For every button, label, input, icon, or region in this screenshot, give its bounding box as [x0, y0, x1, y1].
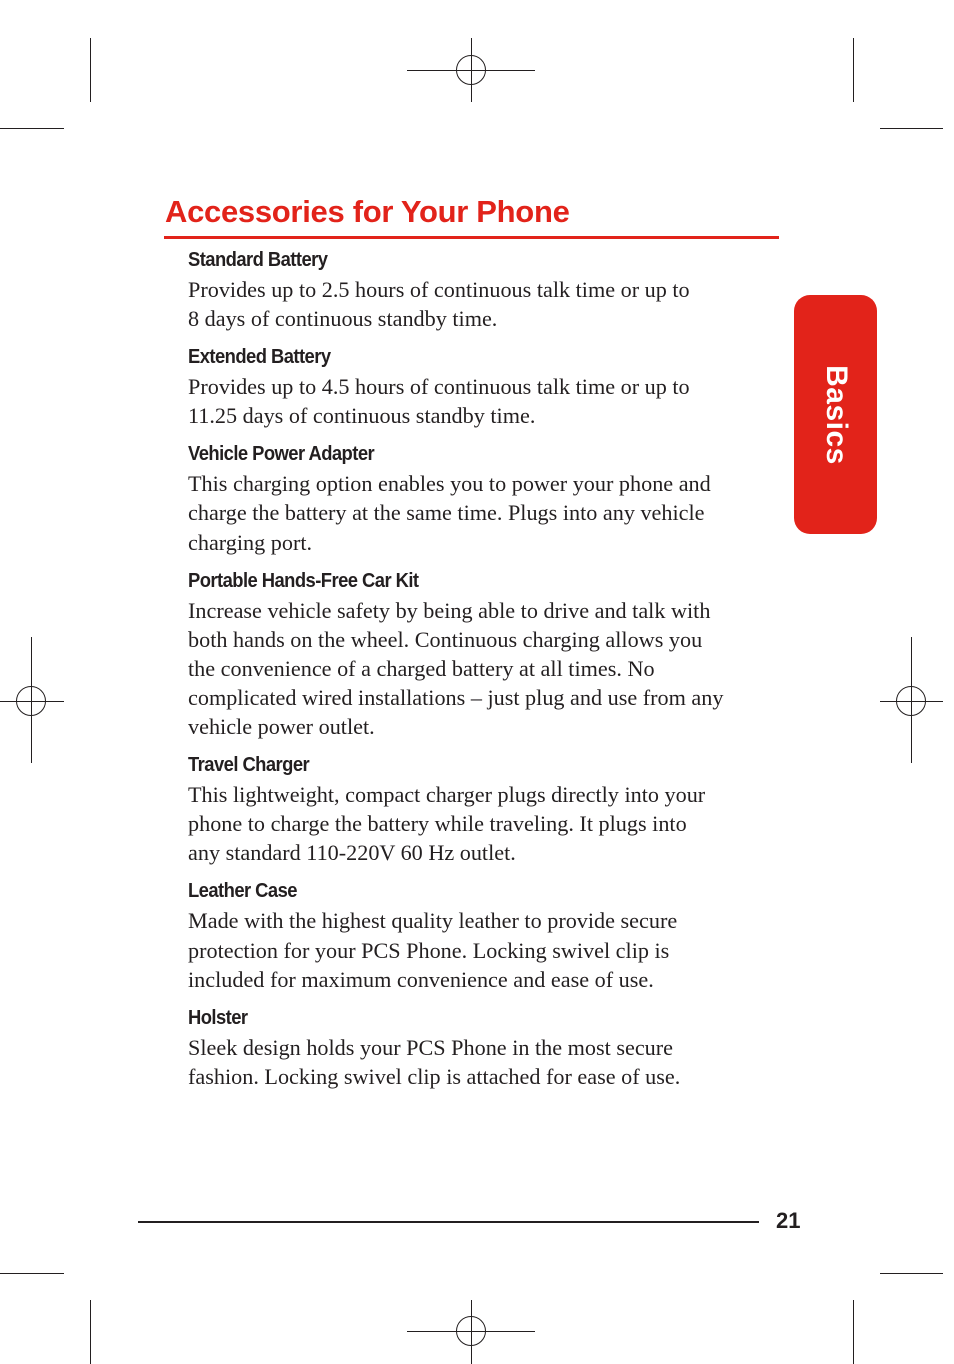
title-rule — [164, 236, 779, 239]
section-tab — [794, 295, 877, 534]
accessory-description: This lightweight, compact charger plugs directly into your phone to charge the battery while traveling. It plugs into any standard 110-220V 60 Hz outlet. — [188, 782, 706, 866]
footer-rule — [138, 1221, 759, 1223]
accessory-description: Sleek design holds your PCS Phone in the most secure fashion. Locking swivel clip is attached for ease of use. — [188, 1034, 681, 1089]
accessory-heading: Extended Battery — [188, 346, 331, 369]
accessory-description: Provides up to 4.5 hours of continuous talk time or up to 11.25 days of continuous standby time. — [188, 374, 690, 429]
accessory-item-travel-charger — [188, 751, 788, 867]
accessory-heading: Standard Battery — [188, 249, 328, 271]
accessory-item-standard-battery — [188, 246, 788, 333]
accessory-description: Increase vehicle safety by being able to drive and talk with both hands on the wheel. Continuous charging allows you the convenience of a charged battery at all times. No complicated wired installations – just plug and use from any vehicle power outlet. — [188, 597, 724, 740]
accessory-item-vehicle-power-adapter — [188, 440, 788, 556]
accessory-heading: Leather Case — [188, 880, 297, 903]
accessory-item-holster — [188, 1004, 788, 1091]
accessory-description: Provides up to 2.5 hours of continuous talk time or up to 8 days of continuous standby time. — [188, 277, 690, 332]
section-tab-label: Basics — [819, 364, 853, 465]
accessory-description: This charging option enables you to power your phone and charge the battery at the same time. Plugs into any vehicle charging port. — [188, 471, 711, 555]
accessory-item-leather-case — [188, 877, 788, 993]
accessory-description: Made with the highest quality leather to provide secure protection for your PCS Phone. Locking swivel clip is included for maximum convenience and ease of use. — [188, 908, 678, 992]
accessory-item-extended-battery — [188, 343, 788, 430]
accessory-heading: Vehicle Power Adapter — [188, 443, 375, 466]
page-number: 21 — [776, 1208, 801, 1233]
accessory-heading: Portable Hands-Free Car Kit — [188, 569, 419, 592]
accessory-heading: Travel Charger — [188, 754, 310, 777]
accessory-item-hands-free-car-kit — [188, 567, 788, 741]
accessory-heading: Holster — [188, 1006, 248, 1029]
page-title: Accessories for Your Phone — [165, 194, 570, 229]
accessory-list — [188, 246, 788, 1101]
